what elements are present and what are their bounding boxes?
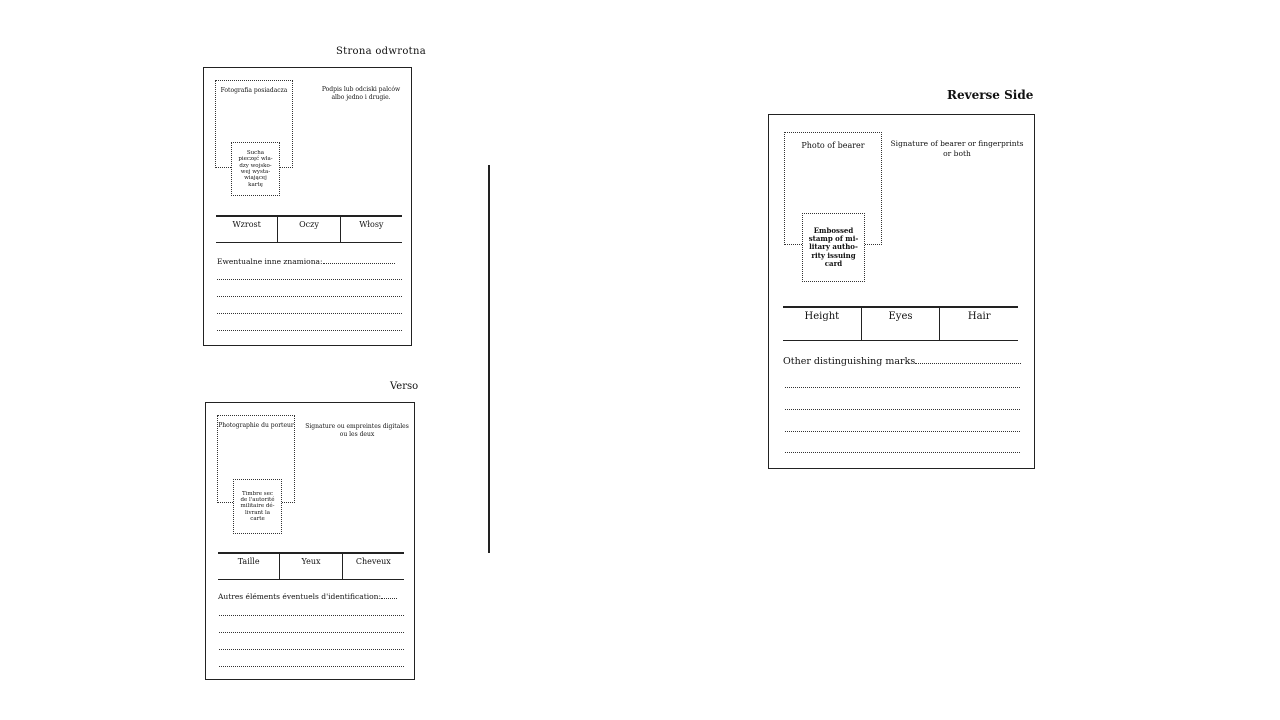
- english-marks-label: Other distinguishing marks: [783, 356, 1021, 367]
- english-marks-line: [785, 387, 1020, 388]
- english-stamp-line: rity issuing: [811, 250, 856, 260]
- polish-signature-label: Podpis lub odciski palców albo jedno i drugie.: [321, 86, 401, 101]
- polish-eyes-cell: [277, 217, 339, 242]
- polish-photo-label: Fotografia posiadacza: [220, 87, 288, 94]
- polish-height-label: Wzrost: [232, 220, 261, 229]
- english-eyes-label: Eyes: [888, 311, 913, 322]
- polish-stamp-line: wej wysta-: [240, 169, 271, 175]
- english-height-cell: [783, 308, 861, 340]
- french-height-cell: [218, 554, 279, 579]
- french-id-card-reverse: [205, 402, 415, 680]
- english-marks-line: [785, 452, 1020, 453]
- french-height-label: Taille: [237, 557, 260, 566]
- polish-stamp-box: [231, 142, 280, 196]
- polish-marks-line: [217, 296, 402, 297]
- french-stamp-line: carte: [250, 515, 265, 522]
- english-marks-line: [785, 409, 1020, 410]
- english-card-heading: Reverse Side: [947, 88, 1034, 102]
- french-hair-cell: [342, 554, 404, 579]
- english-photo-label: Photo of bearer: [801, 141, 865, 150]
- french-eyes-cell: [279, 554, 341, 579]
- english-hair-label: Hair: [967, 311, 991, 322]
- french-stamp-line: Timbre sec: [242, 490, 273, 497]
- polish-hair-cell: [340, 217, 402, 242]
- polish-stamp-line: pieczęć wła-: [238, 156, 273, 163]
- french-marks-line: [219, 615, 404, 616]
- polish-hair-label: Włosy: [359, 220, 384, 229]
- french-marks-label: Autres éléments éventuels d'identification:: [218, 592, 397, 601]
- french-measurements-row: [218, 552, 404, 580]
- polish-stamp-line: Sucha: [246, 150, 265, 157]
- french-hair-label: Cheveux: [355, 557, 391, 566]
- french-stamp-box: [233, 479, 282, 534]
- french-signature-label: Signature ou empreintes digitales ou les deux: [305, 423, 409, 438]
- french-marks-line: [219, 649, 404, 650]
- english-id-card-reverse: [768, 114, 1035, 469]
- french-photo-label: Photographie du porteur: [218, 422, 294, 429]
- polish-id-card-reverse: [203, 67, 412, 346]
- french-card-heading: Verso: [390, 381, 419, 392]
- english-signature-label: Signature of bearer or fingerprints or both: [890, 139, 1024, 158]
- polish-card-heading: Strona odwrotna: [336, 46, 426, 57]
- french-marks-line: [219, 666, 404, 667]
- polish-marks-label: Ewentualne inne znamiona:: [217, 257, 395, 266]
- english-measurements-row: [783, 306, 1018, 341]
- english-marks-line: [785, 431, 1020, 432]
- polish-stamp-line: dzy wojsko-: [239, 162, 272, 169]
- vertical-divider: [488, 165, 490, 553]
- french-marks-line: [219, 632, 404, 633]
- polish-marks-line: [217, 313, 402, 314]
- polish-marks-line: [217, 279, 402, 280]
- french-stamp-line: livrant la: [244, 509, 271, 516]
- polish-height-cell: [216, 217, 277, 242]
- polish-stamp-line: wiającej: [244, 175, 267, 182]
- english-stamp-line: stamp of mi-: [808, 234, 859, 244]
- polish-stamp-line: kartę: [248, 181, 263, 188]
- polish-eyes-label: Oczy: [299, 220, 319, 229]
- french-eyes-label: Yeux: [301, 557, 321, 566]
- english-stamp-line: card: [824, 258, 843, 268]
- french-stamp-line: militaire dé-: [240, 503, 275, 510]
- english-stamp-box: [802, 213, 865, 282]
- english-height-label: Height: [804, 311, 840, 322]
- english-eyes-cell: [861, 308, 940, 340]
- polish-measurements-row: [216, 215, 402, 243]
- english-hair-cell: [939, 308, 1018, 340]
- english-stamp-line: Embossed: [813, 226, 854, 236]
- french-stamp-line: de l'autorité: [240, 497, 275, 504]
- polish-marks-line: [217, 330, 402, 331]
- english-stamp-line: litary autho-: [809, 242, 858, 252]
